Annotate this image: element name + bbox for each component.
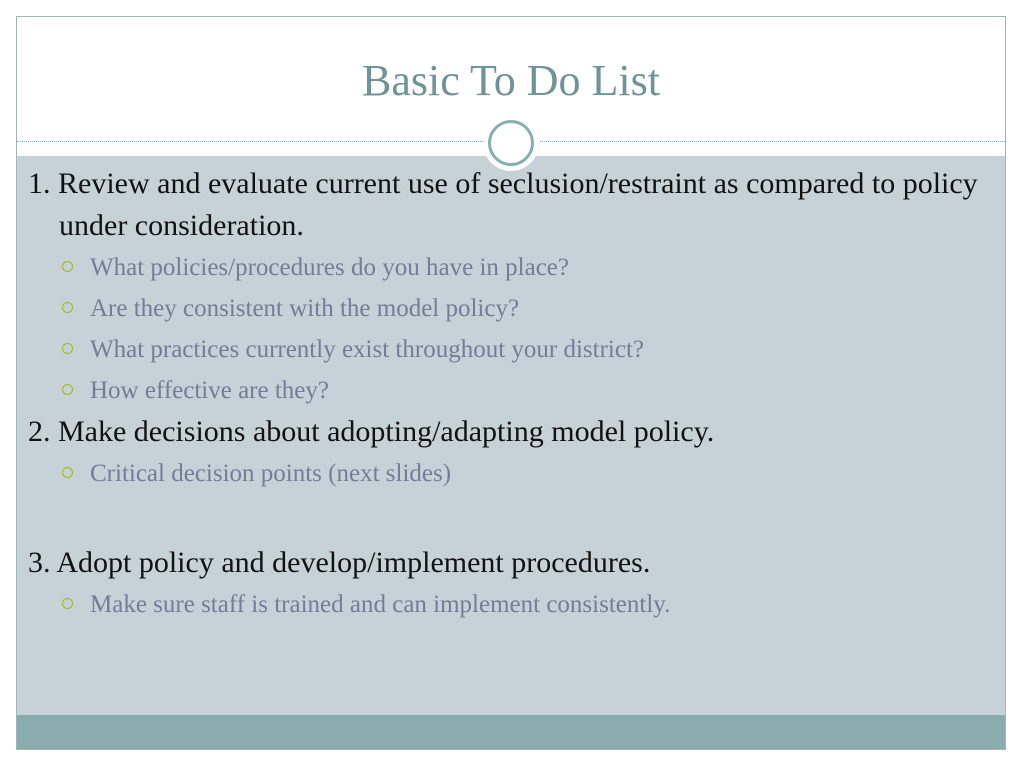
- list-item: 2. Make decisions about adopting/adapting model policy.: [28, 415, 715, 448]
- sub-list-item: [28, 584, 1004, 625]
- sub-list-item: [28, 329, 1004, 370]
- hollow-circle-bullet-icon: [62, 467, 73, 478]
- sub-list-item: [28, 453, 1004, 494]
- sub-list-item: [28, 247, 1004, 288]
- hollow-circle-bullet-icon: [62, 261, 73, 272]
- sub-item-text: What practices currently exist throughout your district?: [90, 336, 644, 363]
- footer-bar: [17, 715, 1005, 749]
- hollow-circle-bullet-icon: [62, 598, 73, 609]
- sub-list-item: [28, 370, 1004, 411]
- list-item: 3. Adopt policy and develop/implement procedures.: [28, 546, 651, 579]
- sub-item-text: Are they consistent with the model policy?: [90, 295, 520, 322]
- slide-title: Basic To Do List: [362, 56, 660, 105]
- sub-list-item: [28, 288, 1004, 329]
- circle-ring-icon: [488, 120, 534, 166]
- sub-item-text: How effective are they?: [90, 377, 329, 404]
- hollow-circle-bullet-icon: [62, 343, 73, 354]
- list-item: 1. Review and evaluate current use of seclusion/restraint as compared to policy under consideration.: [28, 167, 978, 242]
- hollow-circle-bullet-icon: [62, 384, 73, 395]
- hollow-circle-bullet-icon: [62, 302, 73, 313]
- todo-list: [28, 163, 1004, 625]
- sub-item-text: Make sure staff is trained and can implement consistently.: [90, 591, 671, 618]
- sub-item-text: Critical decision points (next slides): [90, 460, 452, 487]
- sub-item-text: What policies/procedures do you have in place?: [90, 254, 569, 281]
- spacer: [28, 494, 1004, 542]
